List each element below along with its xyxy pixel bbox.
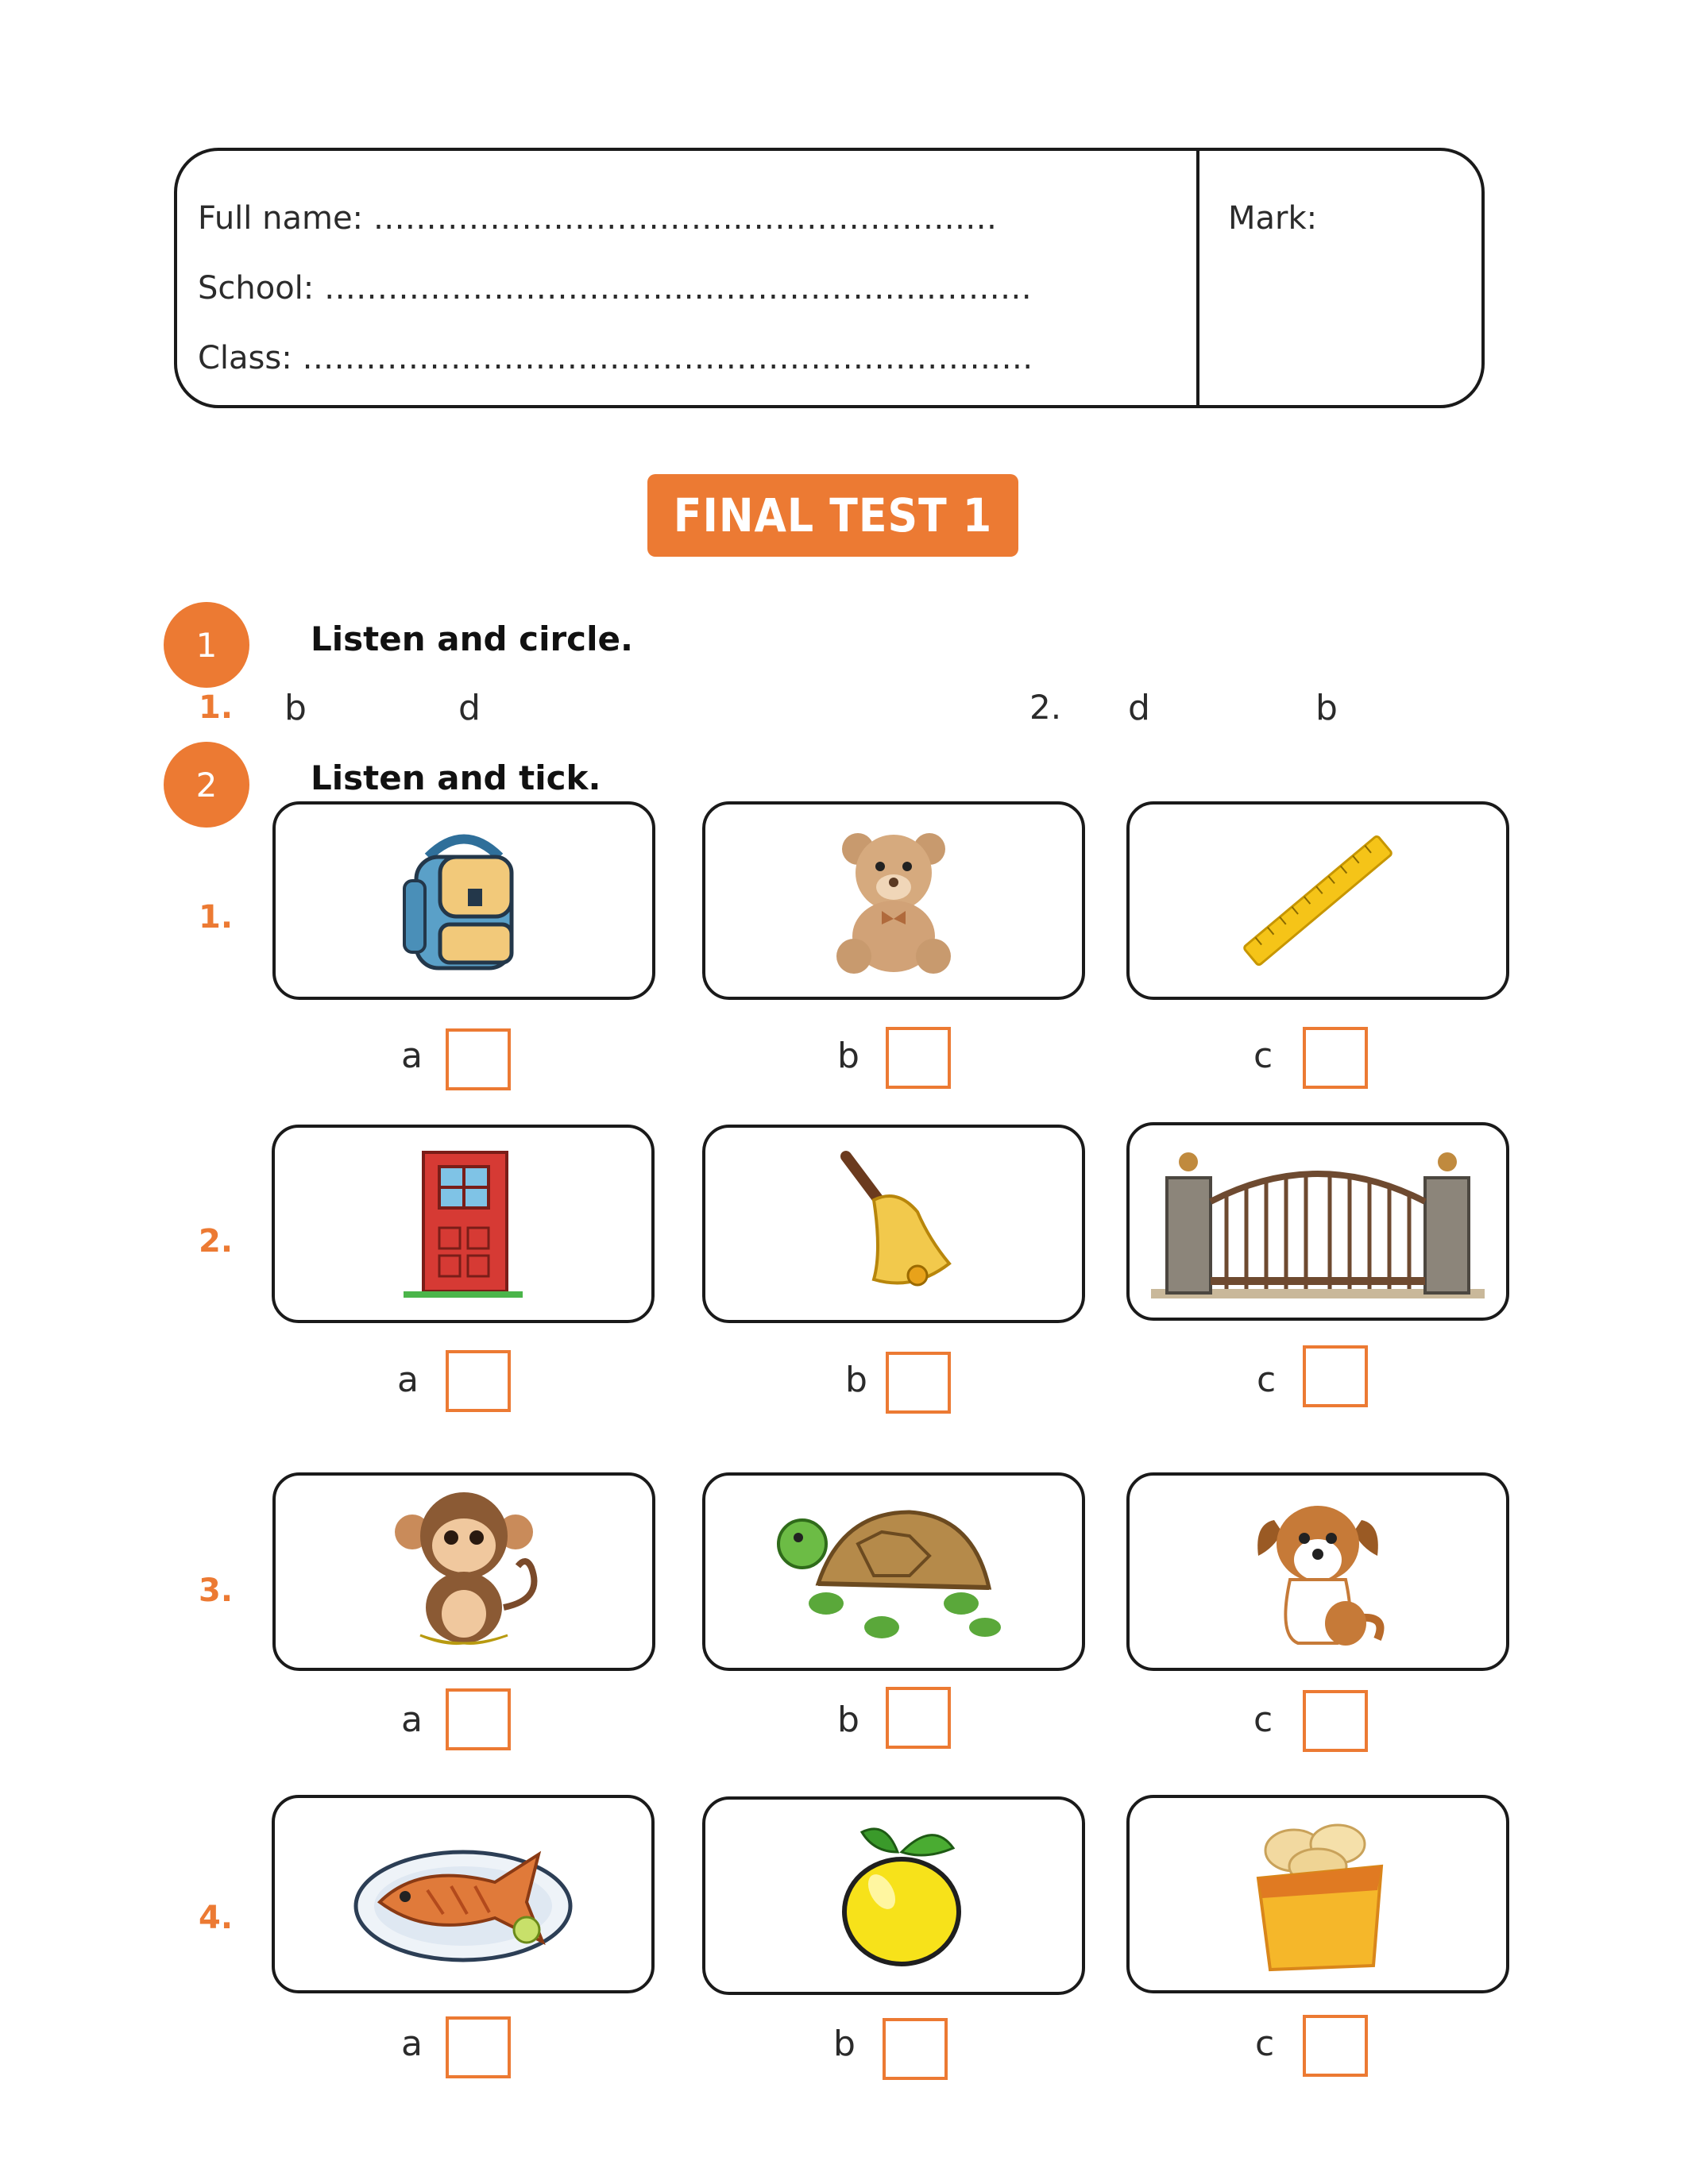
- s1-item-2-option-d[interactable]: d: [1128, 688, 1150, 728]
- chips-bag-icon: [1238, 1811, 1397, 1978]
- q1-picture-b: [702, 801, 1085, 1000]
- section-2-number: 2: [164, 742, 249, 828]
- s1-item-2-label: 2.: [1029, 688, 1062, 727]
- s1-item-1-option-b[interactable]: b: [284, 688, 307, 728]
- q3-picture-a: [272, 1472, 655, 1671]
- q2-option-b-letter: b: [845, 1360, 867, 1400]
- q1-tick-a[interactable]: [446, 1028, 511, 1090]
- school-line[interactable]: School: ……………………………..…………………..………: [198, 270, 1032, 307]
- q4-tick-a[interactable]: [446, 2016, 511, 2078]
- q3-label: 3.: [199, 1572, 234, 1609]
- class-line[interactable]: Class: ……………………………………………………………: [198, 340, 1033, 376]
- turtle-icon: [771, 1496, 1017, 1647]
- q3-option-b-letter: b: [837, 1700, 859, 1740]
- q4-option-a-letter: a: [401, 2024, 423, 2064]
- q2-picture-c: [1126, 1122, 1509, 1321]
- info-divider: [1196, 148, 1199, 408]
- teddy-bear-icon: [826, 825, 961, 976]
- q4-picture-c: [1126, 1795, 1509, 1993]
- q4-picture-b: [702, 1796, 1085, 1995]
- page-title: FINAL TEST 1: [647, 474, 1018, 557]
- s1-item-1-label: 1.: [199, 689, 234, 726]
- q1-option-b-letter: b: [837, 1036, 859, 1076]
- backpack-icon: [384, 825, 543, 976]
- q3-tick-b[interactable]: [886, 1687, 951, 1749]
- q2-picture-b: [702, 1125, 1085, 1323]
- s1-item-1-option-d[interactable]: d: [458, 688, 481, 728]
- monkey-icon: [384, 1488, 543, 1655]
- section-1-title: Listen and circle.: [311, 619, 633, 658]
- section-1-number: 1: [164, 602, 249, 688]
- q4-option-c-letter: c: [1255, 2024, 1275, 2064]
- q3-picture-c: [1126, 1472, 1509, 1671]
- q2-tick-c[interactable]: [1303, 1345, 1368, 1407]
- q1-option-a-letter: a: [401, 1036, 423, 1076]
- gate-icon: [1143, 1138, 1493, 1305]
- q2-option-a-letter: a: [397, 1360, 419, 1400]
- q2-option-c-letter: c: [1257, 1360, 1277, 1400]
- q1-tick-b[interactable]: [886, 1027, 951, 1089]
- q4-tick-b[interactable]: [883, 2018, 948, 2080]
- q2-label: 2.: [199, 1223, 234, 1260]
- q3-option-c-letter: c: [1253, 1700, 1273, 1740]
- q4-label: 4.: [199, 1900, 234, 1936]
- q4-option-b-letter: b: [833, 2024, 856, 2064]
- q3-picture-b: [702, 1472, 1085, 1671]
- q4-picture-a: [272, 1795, 655, 1993]
- q2-tick-a[interactable]: [446, 1350, 511, 1412]
- q1-picture-c: [1126, 801, 1509, 1000]
- q4-tick-c[interactable]: [1303, 2015, 1368, 2077]
- lemon-icon: [814, 1816, 973, 1975]
- fish-plate-icon: [348, 1819, 578, 1970]
- bell-icon: [826, 1144, 961, 1303]
- q1-label: 1.: [199, 899, 234, 936]
- door-icon: [400, 1144, 527, 1303]
- ruler-icon: [1230, 821, 1405, 980]
- q2-tick-b[interactable]: [886, 1352, 951, 1414]
- mark-label: Mark:: [1228, 200, 1318, 237]
- q3-option-a-letter: a: [401, 1700, 423, 1740]
- q3-tick-c[interactable]: [1303, 1690, 1368, 1752]
- s1-item-2-option-b[interactable]: b: [1315, 688, 1338, 728]
- dog-icon: [1242, 1492, 1393, 1651]
- section-2-title: Listen and tick.: [311, 758, 601, 797]
- full-name-line[interactable]: Full name: ……………………………..……………………: [198, 200, 998, 237]
- q2-picture-a: [272, 1125, 655, 1323]
- q1-picture-a: [272, 801, 655, 1000]
- q1-tick-c[interactable]: [1303, 1027, 1368, 1089]
- q3-tick-a[interactable]: [446, 1688, 511, 1750]
- q1-option-c-letter: c: [1253, 1036, 1273, 1076]
